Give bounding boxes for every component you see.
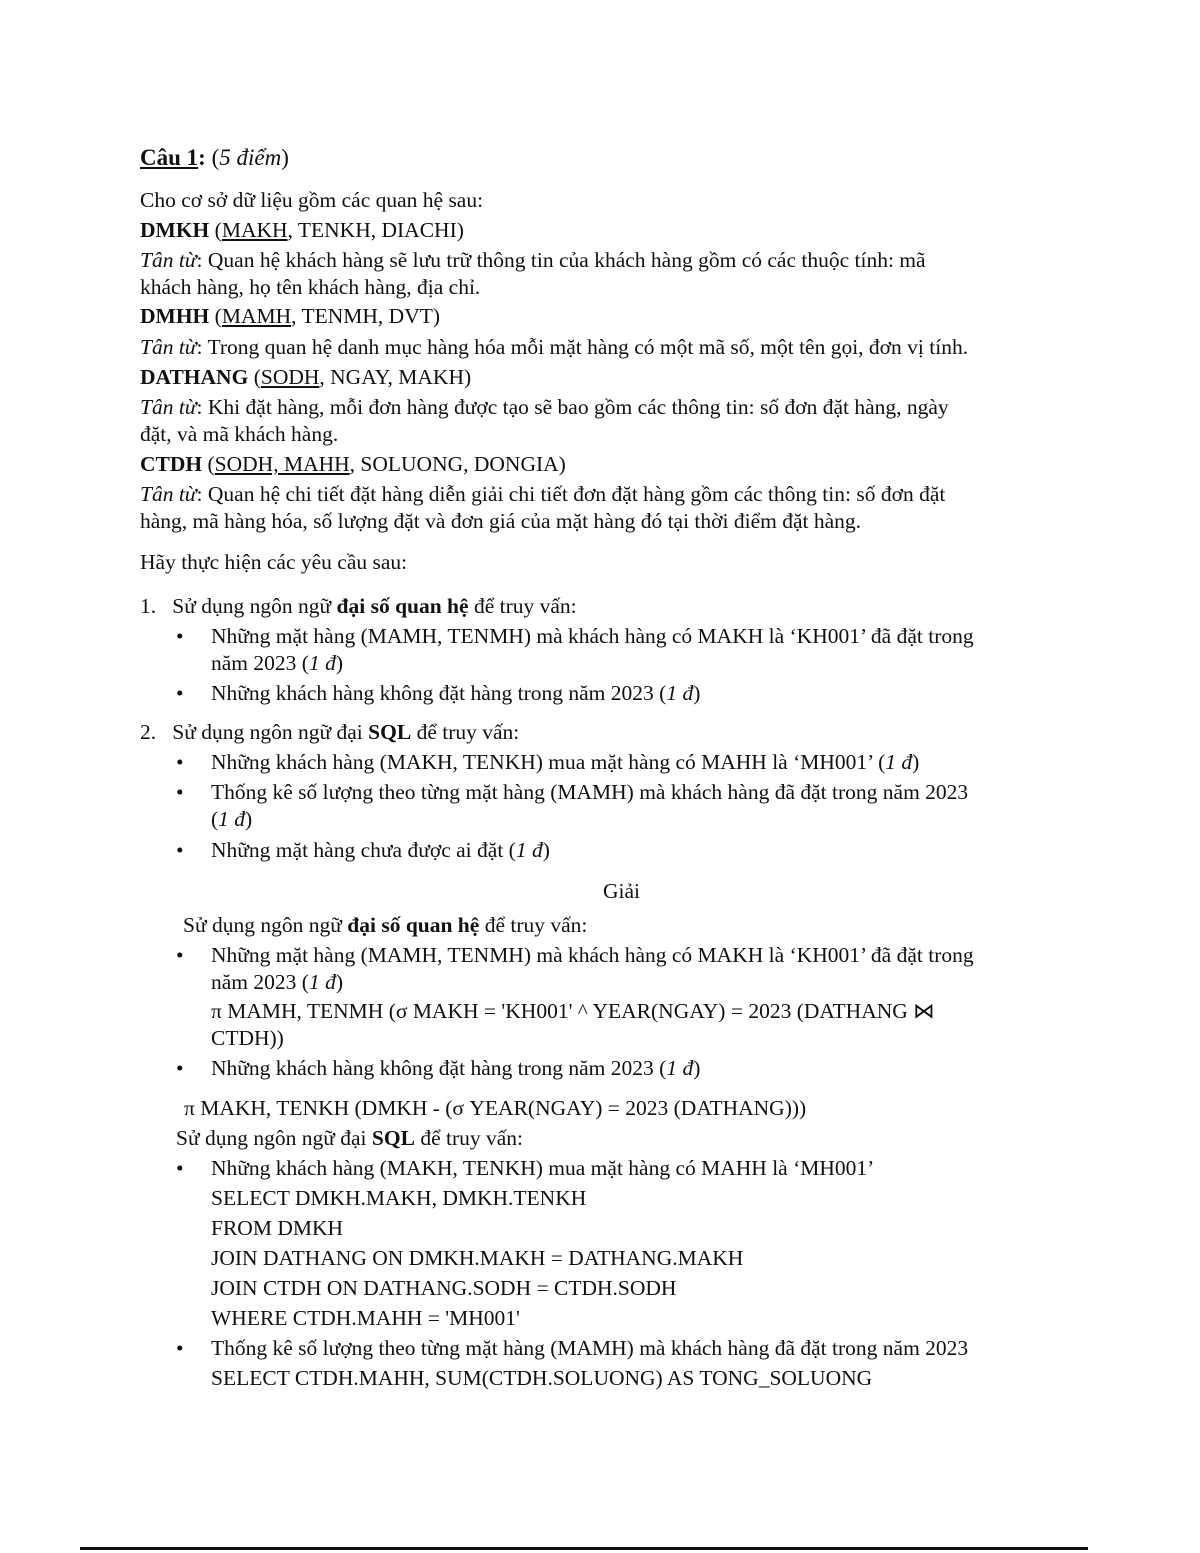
requirements-intro: Hãy thực hiện các yêu cầu sau: (140, 550, 408, 574)
requirement-number: 2. (140, 720, 157, 744)
solution-part-1 (183, 911, 587, 939)
item-close: ) (542, 838, 550, 862)
bullet: • (176, 943, 184, 967)
relation-key: MAMH (221, 304, 292, 328)
points-open: ( (211, 145, 220, 170)
requirement-text-end: để truy vấn: (468, 594, 577, 618)
relation-attrs: , NGAY, MAKH) (319, 365, 472, 389)
relation-dathang-desc (140, 393, 949, 421)
requirement-bold: đại số quan hệ (336, 594, 469, 618)
question-colon: : (198, 145, 206, 170)
part-text-end: để truy vấn: (479, 913, 588, 937)
relation-dmkh-desc-2: khách hàng, họ tên khách hàng, địa chỉ. (140, 275, 481, 299)
solution-sql-item-2: Thống kê số lượng theo từng mặt hàng (MAMH) mà khách hàng đã đặt trong năm 2023 (211, 1336, 969, 1360)
sql-line: JOIN CTDH ON DATHANG.SODH = CTDH.SODH (211, 1276, 677, 1300)
part-bold: đại số quan hệ (347, 913, 480, 937)
item-text: ( (211, 807, 219, 831)
item-text: Những khách hàng (MAKH, TENKH) mua mặt hàng có MAHH là ‘MH001’ ( (211, 750, 886, 774)
intro-text: Cho cơ sở dữ liệu gồm các quan hệ sau: (140, 188, 484, 212)
item-close: ) (245, 807, 253, 831)
desc-text: : Quan hệ khách hàng sẽ lưu trữ thông tin của khách hàng gồm có các thuộc tính: mã (196, 248, 926, 272)
desc-label: Tân từ (140, 482, 197, 506)
points-close: ) (281, 145, 289, 170)
requirement-bold: SQL (368, 720, 412, 744)
relation-dmhh-desc (140, 333, 968, 361)
item-text: Những khách hàng không đặt hàng trong năm 2023 ( (211, 1056, 667, 1080)
relation-name: DATHANG (140, 365, 249, 389)
relation-dmkh: DMKH (MAKH, TENKH, DIACHI) (140, 218, 464, 242)
item-text: Những mặt hàng chưa được ai đặt ( (211, 838, 516, 862)
desc-text: : Khi đặt hàng, mỗi đơn hàng được tạo sẽ bao gồm các thông tin: số đơn đặt hàng, ngày (196, 395, 949, 419)
relation-dathang: DATHANG (SODH, NGAY, MAKH) (140, 365, 472, 389)
bullet: • (176, 1336, 184, 1360)
req2-item-3 (211, 836, 550, 864)
solution-item-1: Những mặt hàng (MAMH, TENMH) mà khách hàng có MAKH là ‘KH001’ đã đặt trong (211, 943, 974, 967)
sql-line: SELECT DMKH.MAKH, DMKH.TENKH (211, 1186, 587, 1210)
solution-sql-item-1: Những khách hàng (MAKH, TENKH) mua mặt hàng có MAHH là ‘MH001’ (211, 1156, 875, 1180)
requirement-text: Sử dụng ngôn ngữ đại (172, 720, 369, 744)
item-text: năm 2023 ( (211, 970, 309, 994)
desc-label: Tân từ (140, 335, 197, 359)
item-points: 1 đ (218, 807, 246, 831)
part-text: Sử dụng ngôn ngữ (183, 913, 348, 937)
relation-attrs: , TENKH, DIACHI) (287, 218, 464, 242)
item-close: ) (335, 651, 343, 675)
algebra-expression-1: π MAMH, TENMH (σ MAKH = 'KH001' ^ YEAR(NGAY) = 2023 (DATHANG ⋈ (211, 999, 935, 1023)
part-text-end: để truy vấn: (414, 1126, 524, 1150)
item-points: 1 đ (666, 681, 694, 705)
relation-ctdh-desc-2: hàng, mã hàng hóa, số lượng đặt và đơn giá của mặt hàng đó tại thời điểm đặt hàng. (140, 509, 862, 533)
req2-item-2: Thống kê số lượng theo từng mặt hàng (MAMH) mà khách hàng đã đặt trong năm 2023 (211, 780, 969, 804)
item-points: 1 đ (308, 651, 336, 675)
relation-ctdh-desc (140, 480, 945, 508)
desc-label: Tân từ (140, 395, 197, 419)
part-text: Sử dụng ngôn ngữ đại (176, 1126, 372, 1150)
item-points: 1 đ (666, 1056, 694, 1080)
relation-key: SODH, MAHH (214, 452, 350, 476)
requirement-2 (140, 718, 519, 746)
relation-key: SODH (260, 365, 320, 389)
relation-name: DMKH (140, 218, 210, 242)
sql-line: WHERE CTDH.MAHH = 'MH001' (211, 1306, 520, 1330)
question-label: Câu 1 (140, 145, 199, 170)
question-heading (140, 144, 289, 172)
bullet: • (176, 1156, 184, 1180)
requirement-text-end: để truy vấn: (411, 720, 520, 744)
item-text: Những khách hàng không đặt hàng trong năm 2023 ( (211, 681, 667, 705)
bullet: • (176, 624, 184, 648)
relation-ctdh: CTDH (SODH, MAHH, SOLUONG, DONGIA) (140, 452, 566, 476)
relation-dmhh: DMHH (MAMH, TENMH, DVT) (140, 304, 441, 328)
question-points: 5 điểm (219, 145, 282, 170)
desc-text: : Quan hệ chi tiết đặt hàng diễn giải chi tiết đơn đặt hàng gồm các thông tin: số đơn đặt (196, 482, 946, 506)
req2-item-2-cont (211, 805, 252, 833)
part-bold: SQL (371, 1126, 415, 1150)
item-points: 1 đ (308, 970, 336, 994)
bullet: • (176, 838, 184, 862)
req1-item-2 (211, 679, 700, 707)
page-bottom-rule (80, 1547, 1088, 1550)
item-text: năm 2023 ( (211, 651, 309, 675)
solution-item-2 (211, 1054, 700, 1082)
algebra-expression-2: π MAKH, TENKH (DMKH - (σ YEAR(NGAY) = 2023 (DATHANG))) (184, 1096, 807, 1120)
req1-item-1: Những mặt hàng (MAMH, TENMH) mà khách hàng có MAKH là ‘KH001’ đã đặt trong (211, 624, 974, 648)
item-close: ) (335, 970, 343, 994)
desc-label: Tân từ (140, 248, 197, 272)
item-close: ) (693, 1056, 701, 1080)
relation-name: CTDH (140, 452, 203, 476)
requirement-1 (140, 592, 577, 620)
bullet: • (176, 750, 184, 774)
relation-dmkh-desc (140, 246, 926, 274)
item-points: 1 đ (515, 838, 543, 862)
item-close: ) (912, 750, 920, 774)
requirement-text: Sử dụng ngôn ngữ (172, 594, 337, 618)
requirement-number: 1. (140, 594, 157, 618)
relation-attrs: , SOLUONG, DONGIA) (349, 452, 566, 476)
relation-dathang-desc-2: đặt, và mã khách hàng. (140, 422, 339, 446)
solution-part-2 (176, 1124, 523, 1152)
solution-title: Giải (603, 879, 641, 903)
item-points: 1 đ (885, 750, 913, 774)
sql-line: SELECT CTDH.MAHH, SUM(CTDH.SOLUONG) AS TONG_SOLUONG (211, 1366, 873, 1390)
bullet: • (176, 780, 184, 804)
req1-item-1-cont (211, 649, 343, 677)
bullet: • (176, 1056, 184, 1080)
desc-text: : Trong quan hệ danh mục hàng hóa mỗi mặt hàng có một mã số, một tên gọi, đơn vị tính. (196, 335, 969, 359)
algebra-expression-1-cont: CTDH)) (211, 1026, 284, 1050)
sql-line: JOIN DATHANG ON DMKH.MAKH = DATHANG.MAKH (211, 1246, 744, 1270)
sql-line: FROM DMKH (211, 1216, 344, 1240)
bullet: • (176, 681, 184, 705)
relation-name: DMHH (140, 304, 210, 328)
solution-item-1-cont (211, 968, 343, 996)
req2-item-1 (211, 748, 919, 776)
relation-attrs: , TENMH, DVT) (291, 304, 441, 328)
item-close: ) (693, 681, 701, 705)
relation-key: MAKH (221, 218, 288, 242)
